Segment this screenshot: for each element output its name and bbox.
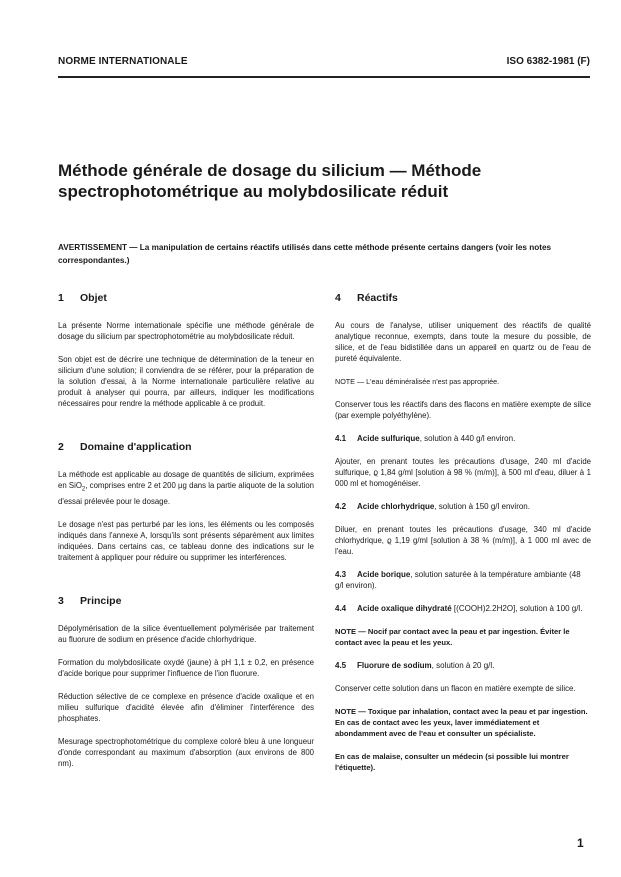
reagent-4-1: 4.1 Acide sulfurique, solution à 440 g/l environ.: [335, 434, 516, 443]
section-2-paragraph-2: Le dosage n'est pas perturbé par les ions, les éléments ou les composés indiqués dans l'annexe A, lorsqu'ils sont présents séparément aux limites indiquées. Dans certains cas, ce tableau donne des indications sur le traitement à appliquer pour réduire ou supprimer les interférences.: [58, 519, 314, 562]
section-1-heading: 1 Objet: [58, 292, 107, 304]
header-standard-type: NORME INTERNATIONALE: [58, 56, 188, 67]
header-rule: [58, 76, 590, 78]
section-3-paragraph-3: Réduction sélective de ce complexe en présence d'acide oxalique et en milieu sulfurique d'acidité élevée afin d'éliminer l'interférence des phosphates.: [58, 691, 314, 723]
section-4-paragraph-1: Au cours de l'analyse, utiliser uniquement des réactifs de qualité analytique reconnue, exempts, dans toute la mesure du possible, de silice, et de l'eau bidistillée dans un appareil en quartz ou de l'eau de pureté équivalente.: [335, 321, 591, 363]
left-column: [58, 292, 314, 781]
section-3-paragraph-2: Formation du molybdosilicate oxydé (jaune) à pH 1,1 ± 0,2, en présence d'acide borique pour supprimer l'influence de l'ion fluorure.: [58, 657, 314, 678]
note-sodium-fluoride: NOTE — Toxique par inhalation, contact avec la peau et par ingestion. En cas de contact avec les yeux, laver immédiatement et abondamment avec de l'eau et consulter un spécialiste.: [335, 707, 588, 738]
warning-label: AVERTISSEMENT: [58, 243, 127, 252]
reagent-4-5: 4.5 Fluorure de sodium, solution à 20 g/l.: [335, 661, 495, 670]
section-2-paragraph-1: La méthode est applicable au dosage de quantités de silicium, exprimées en SiO$_2$, comprises entre 2 et 200 µg dans la partie aliquote de la solution d'essai prélevée pour le dosage.: [58, 470, 314, 506]
reagent-4-5-text: Conserver cette solution dans un flacon en matière exempte de silice.: [335, 684, 576, 693]
note-water: NOTE — L'eau déminéralisée n'est pas appropriée.: [335, 377, 500, 386]
reagent-4-3: 4.3 Acide borique, solution saturée à la température ambiante (48 g/l environ).: [335, 570, 581, 590]
note-malaise: En cas de malaise, consulter un médecin (si possible lui montrer l'étiquette).: [335, 752, 569, 772]
reagent-4-2: 4.2 Acide chlorhydrique, solution à 150 g/l environ.: [335, 502, 530, 511]
section-1-paragraph-1: La présente Norme internationale spécifie une méthode générale de dosage du silicium par spectrophotométrie au molybdosilicate réduit.: [58, 321, 314, 341]
section-2-heading: 2 Domaine d'application: [58, 441, 192, 453]
section-3-paragraph-4: Mesurage spectrophotométrique du complexe coloré bleu à une longueur d'onde correspondant au maximum d'absorption (aux environs de 800 nm).: [58, 736, 314, 768]
document-title: [58, 160, 590, 202]
section-4-paragraph-2: Conserver tous les réactifs dans des flacons en matière exempte de silice (par exemple polyéthylène).: [335, 400, 591, 420]
warning-notice: [58, 241, 590, 267]
page-number: 1: [577, 836, 584, 850]
reagent-4-1-text: Ajouter, en prenant toutes les précautions d'usage, 240 ml d'acide sulfurique, ϱ 1,84 g/ml [solution à 98 % (m/m)], à 500 ml d'eau, diluer à 1 000 ml et homogénéiser.: [335, 457, 591, 488]
section-4-heading: 4 Réactifs: [335, 292, 398, 304]
section-1-paragraph-2: Son objet est de décrire une technique de détermination de la teneur en silicium d'une solution; il conviendra de se référer, pour la préparation de la solution d'essai, à la Norme internationale particulière relative au produit à analyser qui pourra, par ailleurs, indiquer les modifications nécessaires pour rendre la méthode applicable à ce produit.: [58, 355, 314, 408]
section-3-heading: 3 Principe: [58, 594, 122, 607]
header-standard-number: ISO 6382-1981 (F): [506, 56, 590, 67]
reagent-4-4: 4.4 Acide oxalique dihydraté [(COOH)2.2H2O], solution à 100 g/l.: [335, 604, 583, 613]
section-3-paragraph-1: Dépolymérisation de la silice éventuellement polymérisée par traitement au fluorure de sodium en présence d'acide chlorhydrique.: [58, 623, 314, 644]
right-column: [335, 292, 591, 785]
warning-text: — La manipulation de certains réactifs utilisés dans cette méthode présente certains dangers (voir les notes correspondantes.): [58, 243, 552, 265]
title-line-2: spectrophotométrique au molybdosilicate réduit: [58, 182, 449, 201]
page-header: [58, 56, 590, 70]
reagent-4-2-text: Diluer, en prenant toutes les précautions d'usage, 340 ml d'acide chlorhydrique, ϱ 1,19 g/ml [solution à 38 % (m/m)], à 1 000 ml avec de l'eau.: [335, 525, 591, 556]
note-oxalic-acid: NOTE — Nocif par contact avec la peau et par ingestion. Éviter le contact avec la peau et les yeux.: [335, 627, 570, 647]
title-line-1: Méthode générale de dosage du silicium — Méthode: [58, 161, 482, 180]
